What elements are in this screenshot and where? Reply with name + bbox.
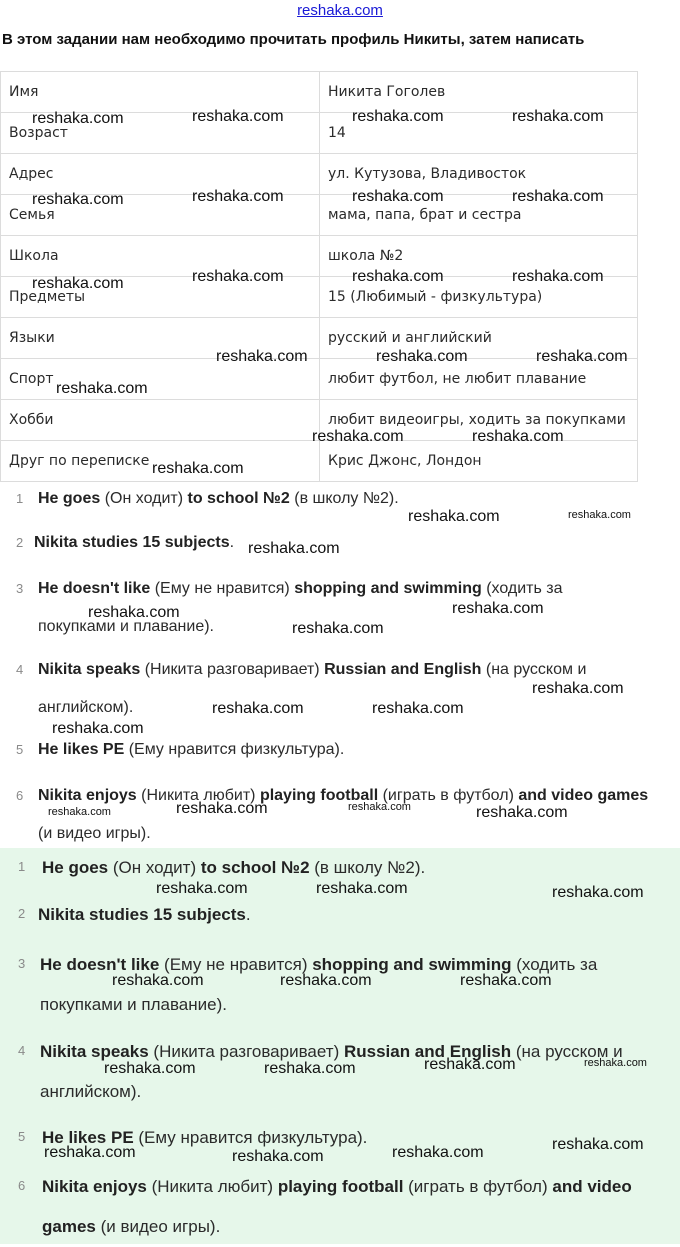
watermark-text: reshaka.com — [232, 1148, 324, 1165]
profile-key: Хобби — [1, 400, 320, 441]
answer-translation: (Никита разговаривает) — [148, 1042, 344, 1061]
profile-key: Имя — [1, 72, 320, 113]
answer-bold-phrase: shopping and swimming — [294, 580, 482, 597]
answer-translation: (и видео игры). — [38, 825, 151, 842]
watermark-text: reshaka.com — [280, 972, 372, 989]
watermark-text: reshaka.com — [104, 1060, 196, 1077]
watermark-text: reshaka.com — [56, 380, 148, 397]
watermark-text: reshaka.com — [392, 1144, 484, 1161]
watermark-text: reshaka.com — [472, 428, 564, 445]
watermark-text: reshaka.com — [312, 428, 404, 445]
answer-translation: (играть в футбол) — [378, 787, 519, 804]
watermark-text: reshaka.com — [152, 460, 244, 477]
answer-number: 2 — [16, 535, 24, 550]
watermark-text: reshaka.com — [192, 108, 284, 125]
answer-bold-phrase: Nikita enjoys — [42, 1177, 147, 1196]
watermark-text: reshaka.com — [44, 1144, 136, 1161]
answer-translation: (на русском и английском). — [38, 661, 587, 716]
watermark-text: reshaka.com — [376, 348, 468, 365]
watermark-text: reshaka.com — [512, 268, 604, 285]
answer-translation: (в школу №2). — [289, 490, 399, 507]
answer-bold-phrase: Russian and English — [343, 1042, 512, 1061]
watermark-text: reshaka.com — [216, 348, 308, 365]
watermark-text: reshaka.com — [532, 680, 624, 697]
watermark-text: reshaka.com — [176, 800, 268, 817]
answer-number: 5 — [18, 1129, 26, 1144]
watermark-text: reshaka.com — [32, 275, 124, 292]
answer-translation: (Никита любит) — [136, 787, 260, 804]
watermark-text: reshaka.com — [112, 972, 204, 989]
profile-key: Спорт — [1, 359, 320, 400]
watermark-text: reshaka.com — [88, 604, 180, 621]
answer-translation: (Ему нравится физкультура). — [124, 741, 345, 758]
answer-number: 4 — [18, 1043, 26, 1058]
answer-bold-phrase: playing football — [277, 1177, 404, 1196]
top-watermark-link[interactable]: reshaka.com — [297, 2, 383, 19]
watermark-text: reshaka.com — [192, 268, 284, 285]
answer-translation: (в школу №2). — [309, 858, 426, 877]
watermark-text: reshaka.com — [316, 880, 408, 897]
answer-translation: . — [245, 905, 251, 924]
answer-bold-phrase: Nikita speaks — [40, 1042, 149, 1061]
watermark-text: reshaka.com — [568, 509, 631, 521]
answer-bold-phrase: He goes — [38, 490, 101, 507]
answer-number: 4 — [16, 662, 24, 677]
answer-bold-phrase: Nikita studies 15 subjects — [34, 534, 230, 551]
answer-bold-phrase: He likes PE — [42, 1128, 134, 1147]
answer-translation: (играть в футбол) — [403, 1177, 553, 1196]
watermark-text: reshaka.com — [32, 110, 124, 127]
watermark-text: reshaka.com — [192, 188, 284, 205]
answer-translation: (Он ходит) — [108, 858, 201, 877]
profile-value: русский и английский — [320, 318, 638, 359]
watermark-text: reshaka.com — [32, 191, 124, 208]
answer-translation: (Ему нравится физкультура). — [133, 1128, 368, 1147]
watermark-text: reshaka.com — [372, 700, 464, 717]
profile-value: ул. Кутузова, Владивосток — [320, 154, 638, 195]
watermark-text: reshaka.com — [292, 620, 384, 637]
answer-bold-phrase: He likes PE — [38, 741, 125, 758]
answer-text — [38, 480, 648, 518]
profile-value: мама, папа, брат и сестра — [320, 195, 638, 236]
profile-value: школа №2 — [320, 236, 638, 277]
answer-number: 3 — [18, 956, 26, 971]
answer-translation: . — [229, 534, 235, 551]
answer-translation: (ходить за покупками и плавание). — [38, 580, 563, 635]
answer-bold-phrase: and video games — [518, 787, 649, 804]
watermark-text: reshaka.com — [512, 108, 604, 125]
answer-number: 2 — [18, 906, 26, 921]
profile-key: Школа — [1, 236, 320, 277]
watermark-text: reshaka.com — [460, 972, 552, 989]
answer-translation: (Ему не нравится) — [159, 955, 313, 974]
answer-translation: (и видео игры). — [95, 1217, 221, 1236]
profile-key: Адрес — [1, 154, 320, 195]
task-heading: В этом задании нам необходимо прочитать профиль Никиты, затем написать — [2, 31, 585, 48]
answer-bold-phrase: to school №2 — [187, 490, 290, 507]
answer-number: 6 — [16, 788, 24, 803]
answer-bold-phrase: Nikita studies 15 subjects — [38, 905, 246, 924]
answer-translation: (на русском и английском). — [40, 1042, 623, 1101]
answer-bold-phrase: He doesn't like — [40, 955, 160, 974]
watermark-text: reshaka.com — [348, 801, 411, 813]
watermark-text: reshaka.com — [352, 188, 444, 205]
profile-key: Семья — [1, 195, 320, 236]
watermark-text: reshaka.com — [452, 600, 544, 617]
profile-value: Никита Гоголев — [320, 72, 638, 113]
watermark-text: reshaka.com — [552, 1136, 644, 1153]
watermark-text: reshaka.com — [264, 1060, 356, 1077]
answer-number: 3 — [16, 581, 24, 596]
profile-row — [1, 72, 638, 113]
profile-value: 15 (Любимый - физкультура) — [320, 277, 638, 318]
answer-number: 1 — [16, 491, 24, 506]
watermark-text: reshaka.com — [156, 880, 248, 897]
profile-key: Друг по переписке — [1, 441, 320, 482]
watermark-text: reshaka.com — [408, 508, 500, 525]
answer-text — [42, 1167, 667, 1247]
answer-number: 1 — [18, 859, 26, 874]
answer-bold-phrase: shopping and swimming — [312, 955, 512, 974]
profile-key: Возраст — [1, 113, 320, 154]
watermark-text: reshaka.com — [584, 1057, 647, 1069]
watermark-text: reshaka.com — [52, 720, 144, 737]
watermark-text: reshaka.com — [512, 188, 604, 205]
answer-number: 5 — [16, 742, 24, 757]
answer-bold-phrase: He goes — [42, 858, 109, 877]
answer-bold-phrase: Russian and English — [324, 661, 482, 678]
watermark-text: reshaka.com — [48, 806, 111, 818]
watermark-text: reshaka.com — [352, 268, 444, 285]
profile-row — [1, 441, 638, 482]
watermark-text: reshaka.com — [248, 540, 340, 557]
profile-value: Крис Джонс, Лондон — [320, 441, 638, 482]
answer-translation: (Никита разговаривает) — [140, 661, 325, 678]
answer-bold-phrase: Nikita enjoys — [38, 787, 137, 804]
answer-bold-phrase: He doesn't like — [38, 580, 151, 597]
profile-key: Языки — [1, 318, 320, 359]
watermark-text: reshaka.com — [552, 884, 644, 901]
profile-value: любит футбол, не любит плавание — [320, 359, 638, 400]
answer-translation: (Ему не нравится) — [150, 580, 295, 597]
answer-number: 6 — [18, 1178, 26, 1193]
answer-translation: (ходить за покупками и плавание). — [40, 955, 598, 1014]
answer-bold-phrase: playing football — [259, 787, 379, 804]
answer-translation: (Он ходит) — [100, 490, 188, 507]
profile-key: Предметы — [1, 277, 320, 318]
profile-value: 14 — [320, 113, 638, 154]
answer-text — [38, 777, 663, 853]
answer-bold-phrase: and video games — [42, 1177, 632, 1236]
profile-value: любит видеоигры, ходить за покупками — [320, 400, 638, 441]
answer-bold-phrase: to school №2 — [200, 858, 310, 877]
answer-translation: (Никита любит) — [146, 1177, 278, 1196]
watermark-text: reshaka.com — [212, 700, 304, 717]
watermark-text: reshaka.com — [424, 1056, 516, 1073]
watermark-text: reshaka.com — [536, 348, 628, 365]
watermark-text: reshaka.com — [352, 108, 444, 125]
answer-bold-phrase: Nikita speaks — [38, 661, 141, 678]
watermark-text: reshaka.com — [476, 804, 568, 821]
